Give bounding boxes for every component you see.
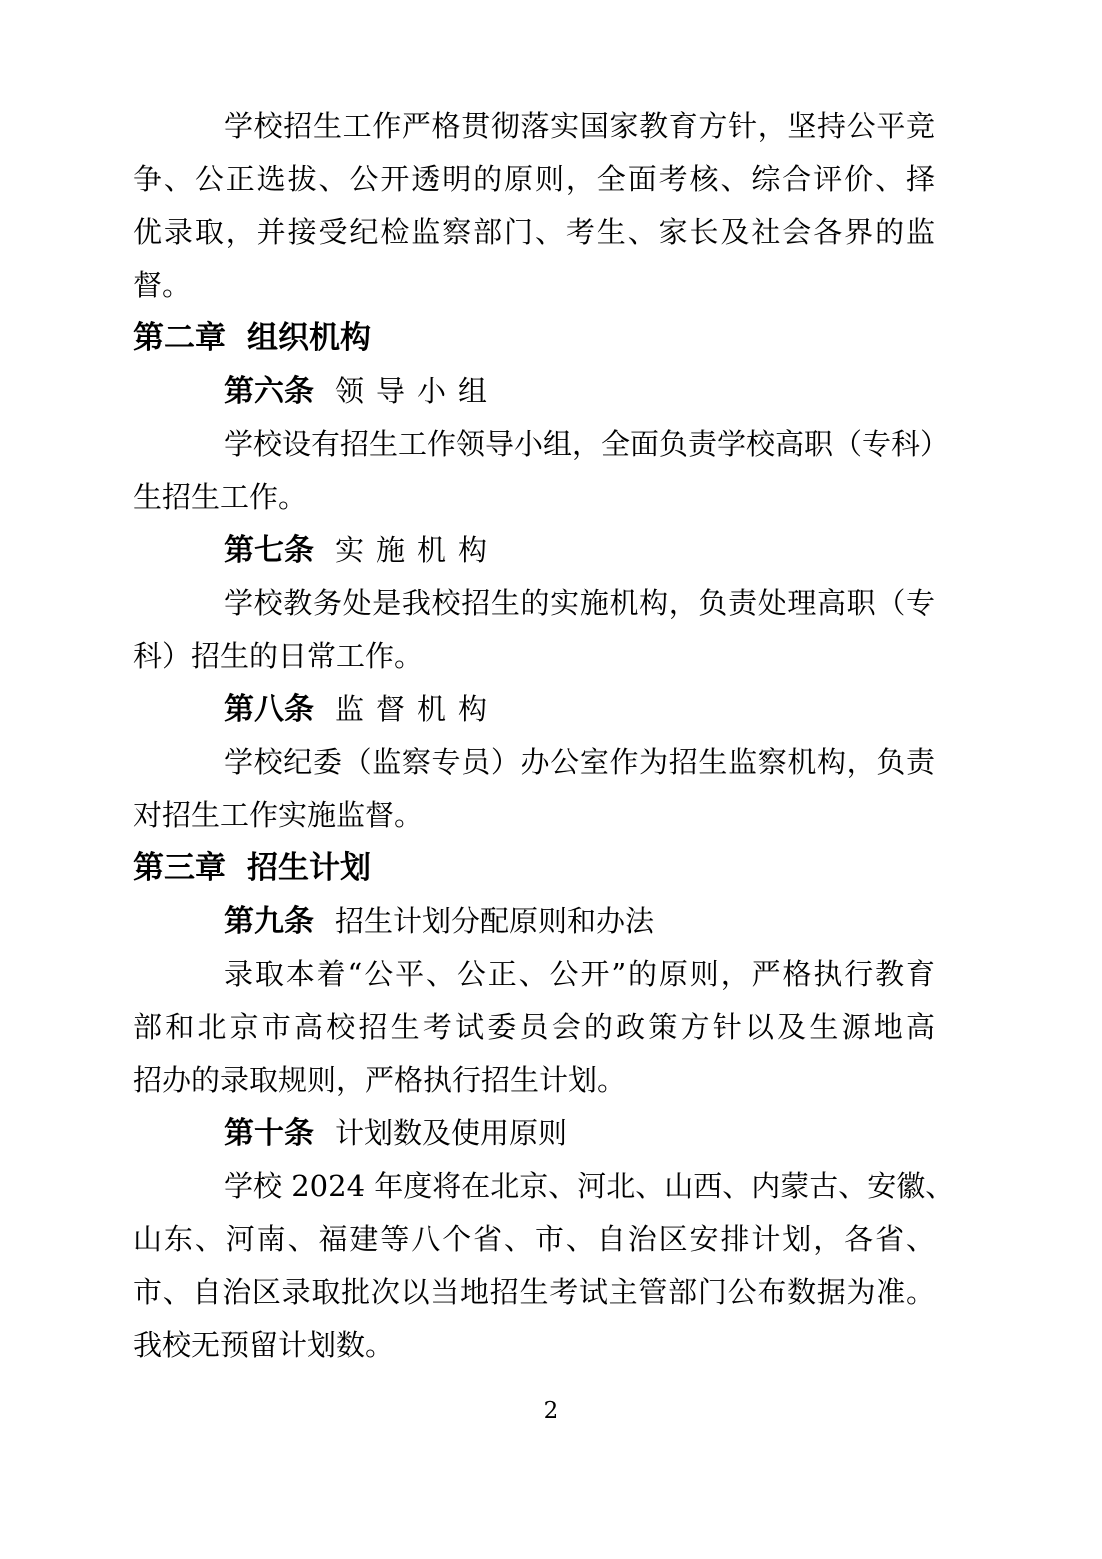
article-title: 招生计划分配原则和办法	[335, 904, 655, 938]
paragraph-line: 学校教务处是我校招生的实施机构，负责处理高职（专	[224, 586, 935, 620]
paragraph-line: 学校招生工作严格贯彻落实国家教育方针，坚持公平竞	[224, 109, 935, 143]
chapter-title: 招生计划	[247, 850, 371, 886]
paragraph-line: 争、公正选拔、公开透明的原则，全面考核、综合评价、择	[133, 162, 935, 196]
article-number: 第六条	[224, 374, 314, 409]
article-heading	[133, 1107, 935, 1160]
article-title: 监督机构	[335, 692, 500, 726]
article-title: 实施机构	[335, 533, 500, 567]
paragraph-line: 学校 2024 年度将在北京、河北、山西、内蒙古、安徽、	[224, 1169, 955, 1203]
paragraph-line: 生招生工作。	[133, 480, 308, 514]
article-title: 计划数及使用原则	[335, 1116, 568, 1150]
text-block	[133, 100, 955, 1372]
paragraph-line: 督。	[133, 268, 192, 302]
article-title: 领导小组	[335, 374, 500, 408]
paragraph-line: 科）招生的日常工作。	[133, 639, 424, 673]
paragraph-line: 招办的录取规则，严格执行招生计划。	[133, 1063, 627, 1097]
paragraph-line: 山东、河南、福建等八个省、市、自治区安排计划，各省、	[133, 1222, 935, 1256]
chapter-heading	[133, 842, 935, 895]
paragraph-line: 学校纪委（监察专员）办公室作为招生监察机构，负责	[224, 745, 935, 779]
article-number: 第八条	[224, 692, 314, 727]
chapter-number: 第三章	[133, 850, 226, 886]
article-heading	[133, 683, 935, 736]
paragraph-line: 对招生工作实施监督。	[133, 798, 424, 832]
paragraph-line: 学校设有招生工作领导小组，全面负责学校高职（专科）	[224, 427, 950, 461]
paragraph-line: 市、自治区录取批次以当地招生考试主管部门公布数据为准。	[133, 1275, 935, 1309]
paragraph-line: 部和北京市高校招生考试委员会的政策方针以及生源地高	[133, 1010, 935, 1044]
chapter-number: 第二章	[133, 320, 226, 356]
chapter-title: 组织机构	[247, 320, 371, 356]
article-number: 第七条	[224, 533, 314, 568]
chapter-heading	[133, 312, 935, 365]
paragraph-line: 录取本着“公平、公正、公开”的原则，严格执行教育	[224, 957, 935, 991]
article-heading	[133, 365, 935, 418]
page-number: 2	[543, 1398, 559, 1424]
paragraph-line: 优录取，并接受纪检监察部门、考生、家长及社会各界的监	[133, 215, 935, 249]
paragraph-line: 我校无预留计划数。	[133, 1328, 395, 1362]
article-heading	[133, 524, 935, 577]
article-number: 第九条	[224, 904, 314, 939]
article-heading	[133, 895, 935, 948]
article-number: 第十条	[224, 1116, 314, 1151]
